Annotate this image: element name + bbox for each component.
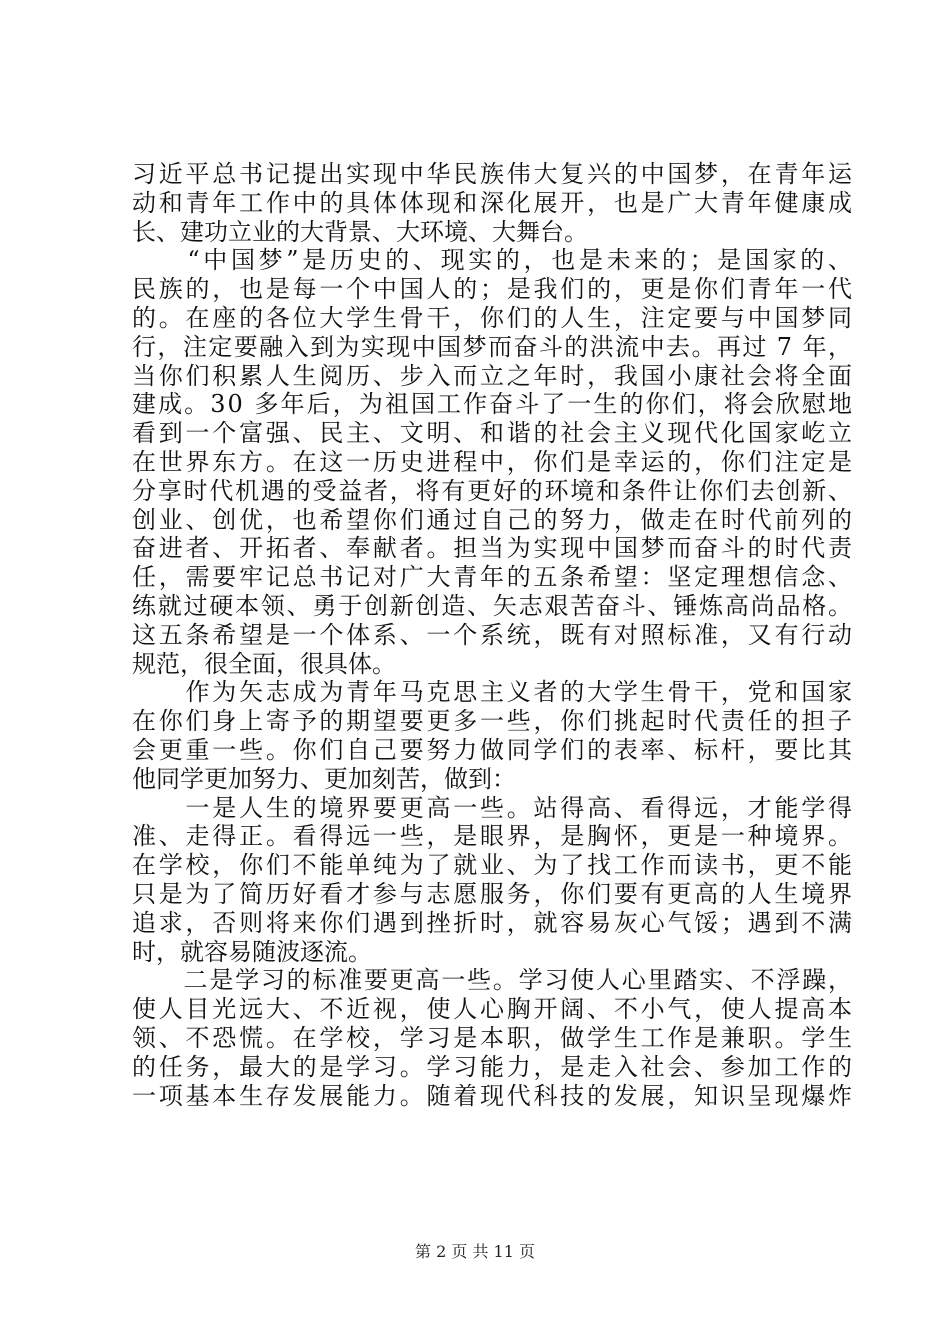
text-line: 一是人生的境界要更高一些。站得高、看得远，才能学得 — [132, 793, 855, 822]
text-line: 的任务，最大的是学习。学习能力，是走入社会、参加工作的 — [132, 1052, 855, 1081]
text-line: 动和青年工作中的具体体现和深化展开，也是广大青年健康成 — [132, 188, 855, 217]
text-line: 当你们积累人生阅历、步入而立之年时，我国小康社会将全面 — [132, 361, 855, 390]
text-line: 在世界东方。在这一历史进程中，你们是幸运的，你们注定是 — [132, 447, 855, 476]
text-line: 领、不恐慌。在学校，学习是本职，做学生工作是兼职。学生 — [132, 1023, 855, 1052]
text-line: 行，注定要融入到为实现中国梦而奋斗的洪流中去。再过 7 年， — [132, 332, 854, 361]
text-line: 只是为了简历好看才参与志愿服务，你们要有更高的人生境界 — [132, 879, 855, 908]
text-line: 任，需要牢记总书记对广大青年的五条希望：坚定理想信念、 — [132, 563, 855, 592]
text-line: 建成。30 多年后，为祖国工作奋斗了一生的你们，将会欣慰地 — [132, 390, 855, 419]
text-line: 长、建功立业的大背景、大环境、大舞台。 — [132, 217, 588, 246]
text-line: 在你们身上寄予的期望要更多一些，你们挑起时代责任的担子 — [132, 707, 855, 736]
text-line: 使人目光远大、不近视，使人心胸开阔、不小气，使人提高本 — [132, 995, 855, 1024]
text-line: 奋进者、开拓者、奉献者。担当为实现中国梦而奋斗的时代责 — [132, 534, 855, 563]
text-line: 创业、创优，也希望你们通过自己的努力，做走在时代前列的 — [132, 505, 855, 534]
text-line: 作为矢志成为青年马克思主义者的大学生骨干，党和国家 — [132, 678, 855, 707]
text-line: 他同学更加努力、更加刻苦，做到： — [132, 764, 516, 793]
text-line: 规范，很全面，很具体。 — [132, 649, 396, 678]
text-line: 看到一个富强、民主、文明、和谐的社会主义现代化国家屹立 — [132, 419, 855, 448]
text-line: 练就过硬本领、勇于创新创造、矢志艰苦奋斗、锤炼高尚品格。 — [132, 591, 854, 620]
text-line: 习近平总书记提出实现中华民族伟大复兴的中国梦，在青年运 — [132, 160, 855, 188]
text-line: 追求，否则将来你们遇到挫折时，就容易灰心气馁；遇到不满 — [132, 908, 855, 937]
text-line: 在学校，你们不能单纯为了就业、为了找工作而读书，更不能 — [132, 851, 855, 880]
text-line: 的。在座的各位大学生骨干，你们的人生，注定要与中国梦同 — [132, 303, 855, 332]
text-line: “中国梦”是历史的、现实的，也是未来的；是国家的、 — [132, 246, 856, 275]
document-body — [132, 160, 856, 1110]
text-line: 一项基本生存发展能力。随着现代科技的发展，知识呈现爆炸 — [132, 1081, 855, 1110]
text-line: 民族的，也是每一个中国人的；是我们的，更是你们青年一代 — [132, 275, 855, 304]
text-line: 二是学习的标准要更高一些。学习使人心里踏实、不浮躁， — [132, 966, 854, 995]
text-line: 时，就容易随波逐流。 — [132, 937, 372, 966]
text-line: 准、走得正。看得远一些，是眼界，是胸怀，更是一种境界。 — [132, 822, 855, 851]
page-footer: 第 2 页 共 11 页 — [415, 1242, 535, 1261]
text-line: 这五条希望是一个体系、一个系统，既有对照标准，又有行动 — [132, 620, 855, 649]
text-line: 会更重一些。你们自己要努力做同学们的表率、标杆，要比其 — [132, 735, 855, 764]
text-line: 分享时代机遇的受益者，将有更好的环境和条件让你们去创新、 — [132, 476, 854, 505]
